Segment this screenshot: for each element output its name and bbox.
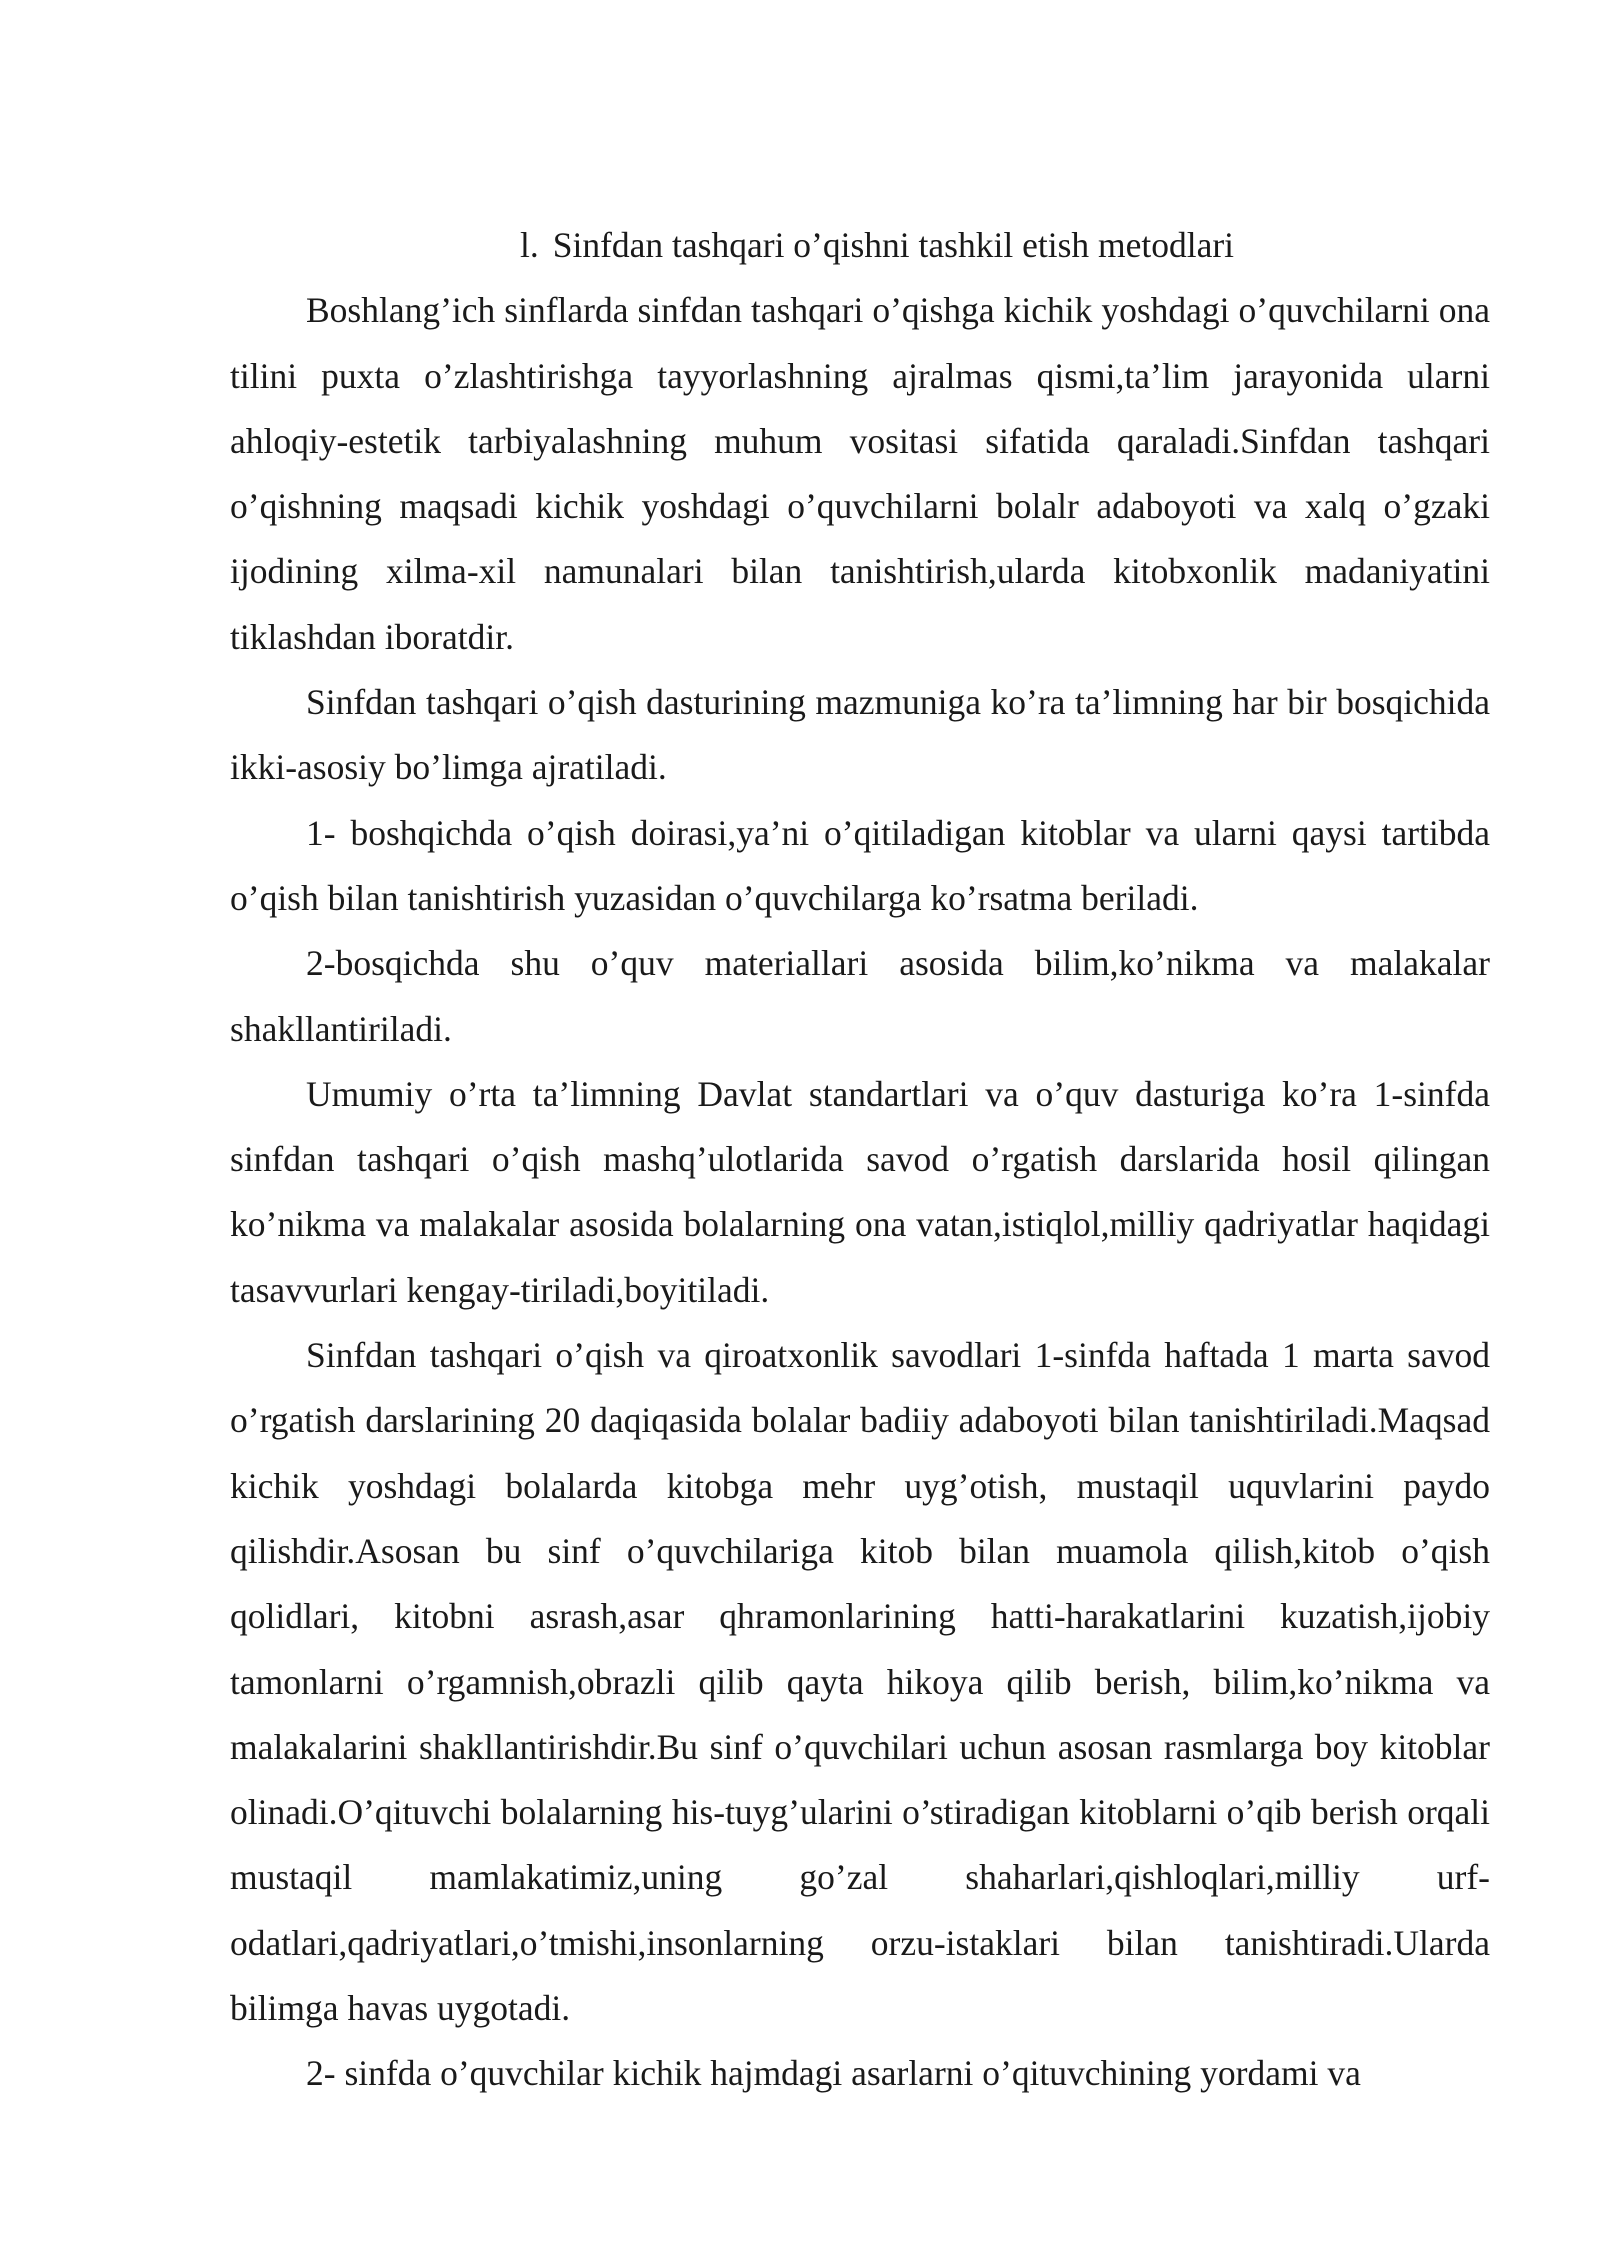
paragraph-stage-2: 2-bosqichda shu o’quv materiallari asosida bilim,ko’nikma va malakalar shakllantiriladi. xyxy=(230,943,1490,1049)
document-body xyxy=(230,213,1490,2107)
section-title: Sinfdan tashqari o’qishni tashkil etish metodlari xyxy=(552,225,1235,265)
paragraph-intro: Boshlang’ich sinflarda sinfdan tashqari o’qishga kichik yoshdagi o’quvchilarni ona tilini puxta o’zlashtirishga tayyorlashning ajralmas qismi,ta’lim jarayonida ularni ahloqiy-estetik tarbiyalashning muhum vositasi sifatida qaraladi.Sinfdan tashqari o’qishning maqsadi kichik yoshdagi o’quvchilarni bolalr adaboyoti va xalq o’gzaki ijodining xilma-xil namunalari bilan tanishtirish,ularda kitobxonlik madaniyatini tiklashdan iboratdir. xyxy=(230,290,1490,657)
section-heading xyxy=(230,213,1490,278)
paragraph-grade-1: Sinfdan tashqari o’qish va qiroatxonlik savodlari 1-sinfda haftada 1 marta savod o’rgatish darslarining 20 daqiqasida bolalar badiiy adaboyoti bilan tanishtiriladi.Maqsad kichik yoshdagi bolalarda kitobga mehr uyg’otish, mustaqil uquvlarini paydo qilishdir.Asosan bu sinf o’quvchilariga kitob bilan muamola qilish,kitob o’qish qolidlari, kitobni asrash,asar qhramonlarining hatti-harakatlarini kuzatish,ijobiy tamonlarni o’rgamnish,obrazli qilib qayta hikoya qilib berish, bilim,ko’nikma va malakalarini shakllantirishdir.Bu sinf o’quvchilari uchun asosan rasmlarga boy kitoblar olinadi.O’qituvchi bolalarning his-tuyg’ularini o’stiradigan kitoblarni o’qib berish orqali mustaqil mamlakatimiz,uning go’zal shaharlari,qishloqlari,milliy urf-odatlari,qadriyatlari,o’tmishi,insonlarning orzu-istaklari bilan tanishtiradi.Ularda bilimga havas uygotadi. xyxy=(230,1335,1490,2029)
paragraph-program: Sinfdan tashqari o’qish dasturining mazmuniga ko’ra ta’limning har bir bosqichida ikki-asosiy bo’limga ajratiladi. xyxy=(230,682,1490,788)
paragraph-grade-2: 2- sinfda o’quvchilar kichik hajmdagi asarlarni o’qituvchining yordami va xyxy=(306,2053,1361,2094)
paragraph-stage-1: 1- boshqichda o’qish doirasi,ya’ni o’qitiladigan kitoblar va ularni qaysi tartibda o’qish bilan tanishtirish yuzasidan o’quvchilarga ko’rsatma beriladi. xyxy=(230,812,1490,918)
section-number: l. xyxy=(520,225,539,265)
paragraph-standards: Umumiy o’rta ta’limning Davlat standartlari va o’quv dasturiga ko’ra 1-sinfda sinfdan tashqari o’qish mashq’ulotlarida savod o’rgatish darslarida hosil qilingan ko’nikma va malakalar asosida bolalarning ona vatan,istiqlol,milliy qadriyatlar haqidagi tasavvurlari kengay-tiriladi,boyitiladi. xyxy=(230,1073,1490,1310)
